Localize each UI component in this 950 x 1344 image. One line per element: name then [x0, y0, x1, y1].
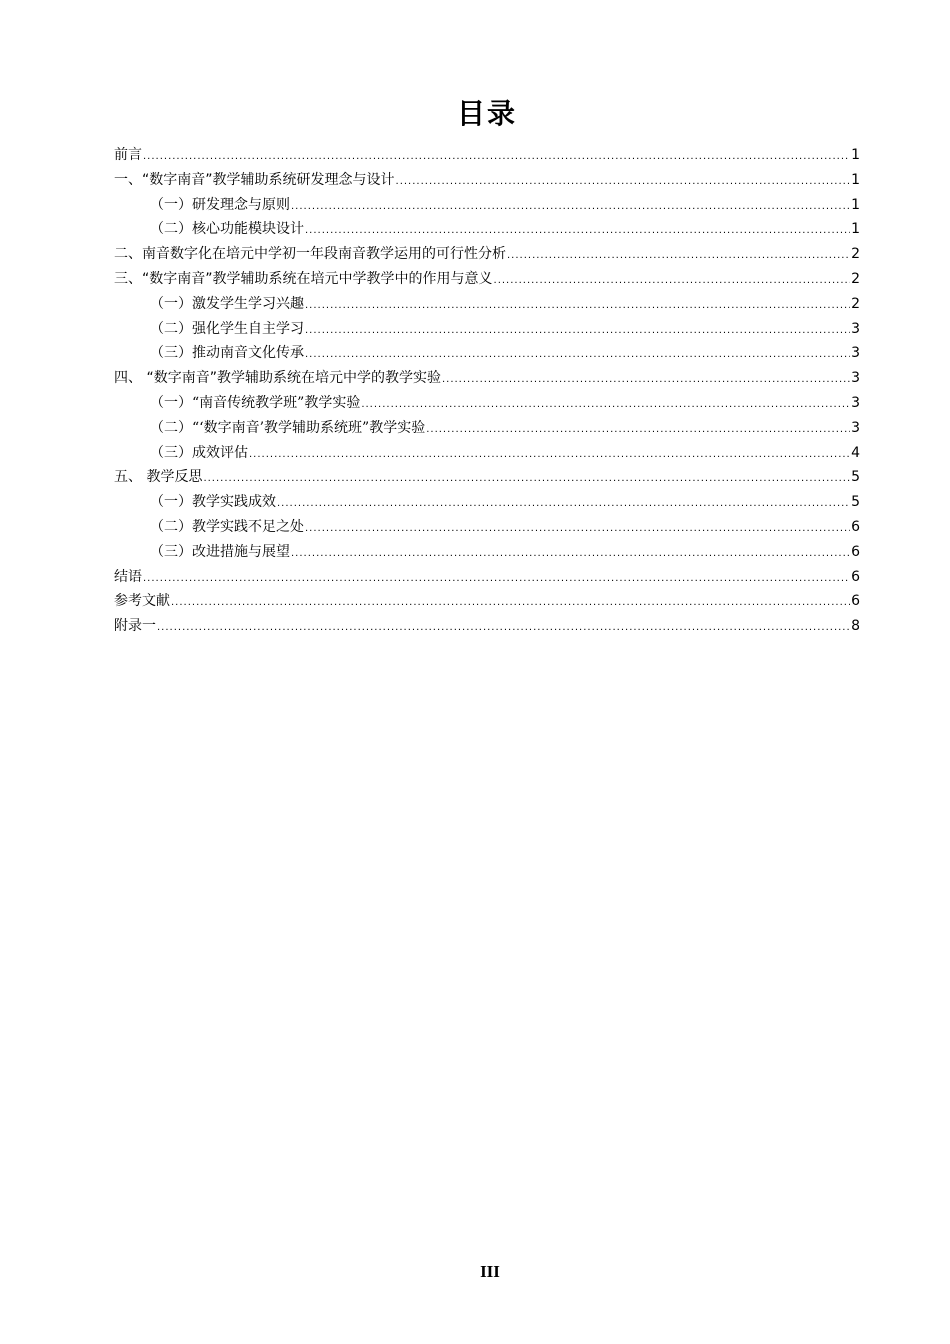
toc-dot-leader — [494, 269, 851, 294]
toc-entry[interactable] — [114, 267, 860, 292]
toc-dot-leader — [291, 542, 850, 567]
toc-entry-page: 4 — [851, 444, 860, 461]
toc-entry-label: （三）改进措施与展望 — [150, 543, 290, 560]
toc-entry-label: （三）成效评估 — [150, 444, 248, 461]
toc-dot-leader — [291, 195, 850, 220]
toc-entry[interactable] — [114, 589, 860, 614]
toc-list — [114, 143, 860, 639]
toc-entry[interactable] — [114, 366, 860, 391]
toc-entry-page: 6 — [851, 518, 860, 535]
toc-entry-label: 结语 — [114, 568, 142, 585]
toc-entry-page: 3 — [851, 419, 860, 436]
page-number: III — [480, 1262, 500, 1281]
toc-entry-label: 五、 教学反思 — [114, 469, 203, 486]
toc-dot-leader — [143, 567, 850, 592]
toc-entry-label: 附录一 — [114, 618, 156, 635]
toc-entry[interactable] — [114, 540, 860, 565]
toc-dot-leader — [157, 616, 850, 641]
toc-entry-label: （一）教学实践成效 — [150, 494, 276, 511]
toc-entry-label: （一）“南音传统教学班”教学实验 — [150, 394, 361, 411]
toc-entry-label: （二）“‘数字南音’教学辅助系统班”教学实验 — [150, 419, 426, 436]
toc-entry-label: （二）核心功能模块设计 — [150, 221, 304, 238]
toc-entry-label: （三）推动南音文化传承 — [150, 345, 304, 362]
toc-entry[interactable] — [114, 515, 860, 540]
toc-entry-page: 2 — [851, 246, 860, 263]
toc-entry-label: （二）强化学生自主学习 — [150, 320, 304, 337]
toc-dot-leader — [171, 591, 850, 616]
toc-entry[interactable] — [114, 168, 860, 193]
toc-entry-page: 3 — [851, 345, 860, 362]
toc-entry-label: （一）研发理念与原则 — [150, 196, 290, 213]
toc-dot-leader — [442, 368, 850, 393]
toc-entry-label: 四、 “数字南音”教学辅助系统在培元中学的教学实验 — [114, 370, 441, 387]
toc-dot-leader — [249, 443, 850, 468]
toc-entry[interactable] — [114, 441, 860, 466]
toc-entry-page: 1 — [851, 147, 860, 163]
toc-dot-leader — [143, 145, 850, 170]
toc-entry-label: 二、南音数字化在培元中学初一年段南音教学运用的可行性分析 — [114, 246, 506, 263]
toc-entry[interactable] — [114, 292, 860, 317]
toc-entry-page: 6 — [851, 568, 860, 585]
toc-entry-page: 2 — [851, 295, 860, 312]
toc-dot-leader — [305, 219, 850, 244]
toc-entry[interactable] — [114, 317, 860, 342]
toc-entry[interactable] — [114, 490, 860, 515]
toc-dot-leader — [426, 418, 850, 443]
toc-entry-page: 1 — [851, 171, 860, 188]
toc-entry-page: 6 — [851, 543, 860, 560]
toc-dot-leader — [277, 492, 850, 517]
toc-entry-label: （二）教学实践不足之处 — [150, 518, 304, 535]
toc-entry-page: 5 — [851, 494, 860, 511]
toc-entry-page: 3 — [851, 320, 860, 337]
toc-entry-label: （一）激发学生学习兴趣 — [150, 295, 304, 312]
toc-dot-leader — [305, 517, 850, 542]
toc-dot-leader — [396, 170, 851, 195]
toc-dot-leader — [203, 467, 850, 492]
toc-dot-leader — [305, 319, 850, 344]
toc-entry-page: 1 — [851, 221, 860, 238]
toc-entry[interactable] — [114, 217, 860, 242]
toc-entry-page: 8 — [851, 618, 860, 635]
toc-entry-label: 参考文献 — [114, 593, 170, 610]
toc-dot-leader — [305, 294, 850, 319]
toc-entry[interactable] — [114, 614, 860, 639]
toc-dot-leader — [305, 343, 850, 368]
toc-entry-page: 3 — [851, 394, 860, 411]
toc-entry[interactable] — [114, 341, 860, 366]
toc-entry-page: 5 — [851, 469, 860, 486]
toc-entry-page: 1 — [851, 196, 860, 213]
toc-entry-page: 2 — [851, 270, 860, 287]
toc-entry[interactable] — [114, 465, 860, 490]
toc-entry[interactable] — [114, 565, 860, 590]
toc-entry[interactable] — [114, 416, 860, 441]
toc-entry-label: 三、“数字南音”教学辅助系统在培元中学教学中的作用与意义 — [114, 270, 493, 287]
toc-entry[interactable] — [114, 391, 860, 416]
toc-entry-label: 前言 — [114, 147, 142, 163]
toc-entry[interactable] — [114, 242, 860, 267]
toc-title: 目录 — [456, 97, 517, 130]
toc-dot-leader — [361, 393, 850, 418]
toc-entry-page: 6 — [851, 593, 860, 610]
toc-dot-leader — [507, 244, 850, 269]
toc-entry[interactable] — [114, 193, 860, 218]
toc-entry-page: 3 — [851, 370, 860, 387]
toc-entry-label: 一、“数字南音”教学辅助系统研发理念与设计 — [114, 171, 395, 188]
toc-entry[interactable] — [114, 143, 860, 168]
